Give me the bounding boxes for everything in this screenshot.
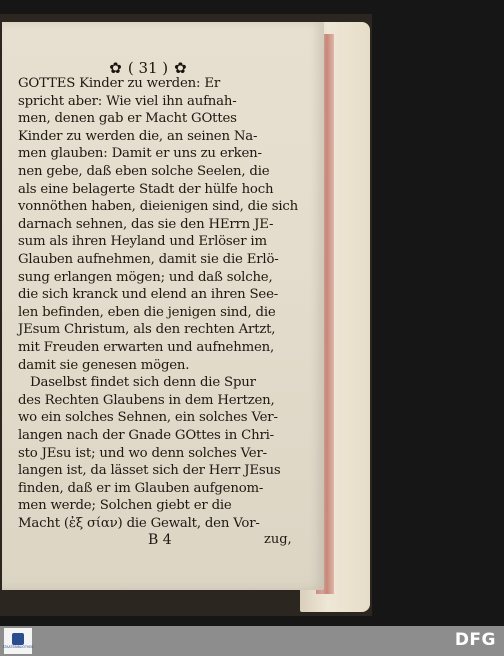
text-line: des Rechten Glaubens in dem Hertzen, [18,392,275,408]
text-line: men glauben: Damit er uns zu erken- [18,146,262,162]
text-line: men, denen gab er Macht GOttes [18,111,237,127]
text-line: sum als ihren Heyland und Erlöser im [18,234,267,250]
library-logo-text: STAATSBIBLIOTHEK [2,644,34,649]
text-line: damit sie genesen mögen. [18,357,190,373]
viewer-footer-bar [0,626,504,656]
text-line: langen ist, da lässet sich der Herr JEsus [18,463,281,479]
text-line: men werde; Solchen giebt er die [18,498,232,514]
text-line: vonnöthen haben, dieienigen sind, die sich [18,199,299,215]
library-logo[interactable] [4,628,32,654]
text-line: die sich kranck und elend an ihren See- [18,287,279,303]
signature-mark: B 4 [148,532,172,548]
ornament-right-icon: ✿ [174,59,187,77]
text-line: sung erlangen mögen; und daß solche, [18,269,273,285]
dfg-logo[interactable]: DFG [454,630,496,650]
text-line: finden, daß er im Glauben aufgenom- [18,480,264,496]
text-line: Kinder zu werden die, an seinen Na- [18,128,258,144]
text-line: JEsum Christum, als den rechten Artzt, [18,322,276,338]
text-line: als eine belagerte Stadt der hülfe hoch [18,181,274,197]
text-line: spricht aber: Wie viel ihn aufnah- [18,93,237,109]
text-line: Daselbst findet sich denn die Spur [30,375,256,391]
text-line: darnach sehnen, das sie den HErrn JE- [18,216,274,232]
text-line: len befinden, eben die jenigen sind, die [18,304,276,320]
text-line: langen nach der Gnade GOttes in Chri- [18,428,274,443]
text-line: nen gebe, daß eben solche Seelen, die [18,164,270,179]
text-line: Macht (ἐξ σίαν) die Gewalt, den Vor- [18,516,260,531]
text-line: mit Freuden erwarten und aufnehmen, [18,340,275,355]
catchword: zug, [264,532,292,547]
text-line: sto JEsu ist; und wo denn solches Ver- [18,445,267,461]
text-line: Glauben aufnehmen, damit sie die Erlö- [18,252,279,267]
text-line: GOTTES Kinder zu werden: Er [18,76,220,91]
text-line: wo ein solches Sehnen, ein solches Ver- [18,410,278,426]
page-number: ( 31 ) [127,59,169,77]
ornament-left-icon: ✿ [109,59,122,77]
library-logo-icon [12,633,24,645]
